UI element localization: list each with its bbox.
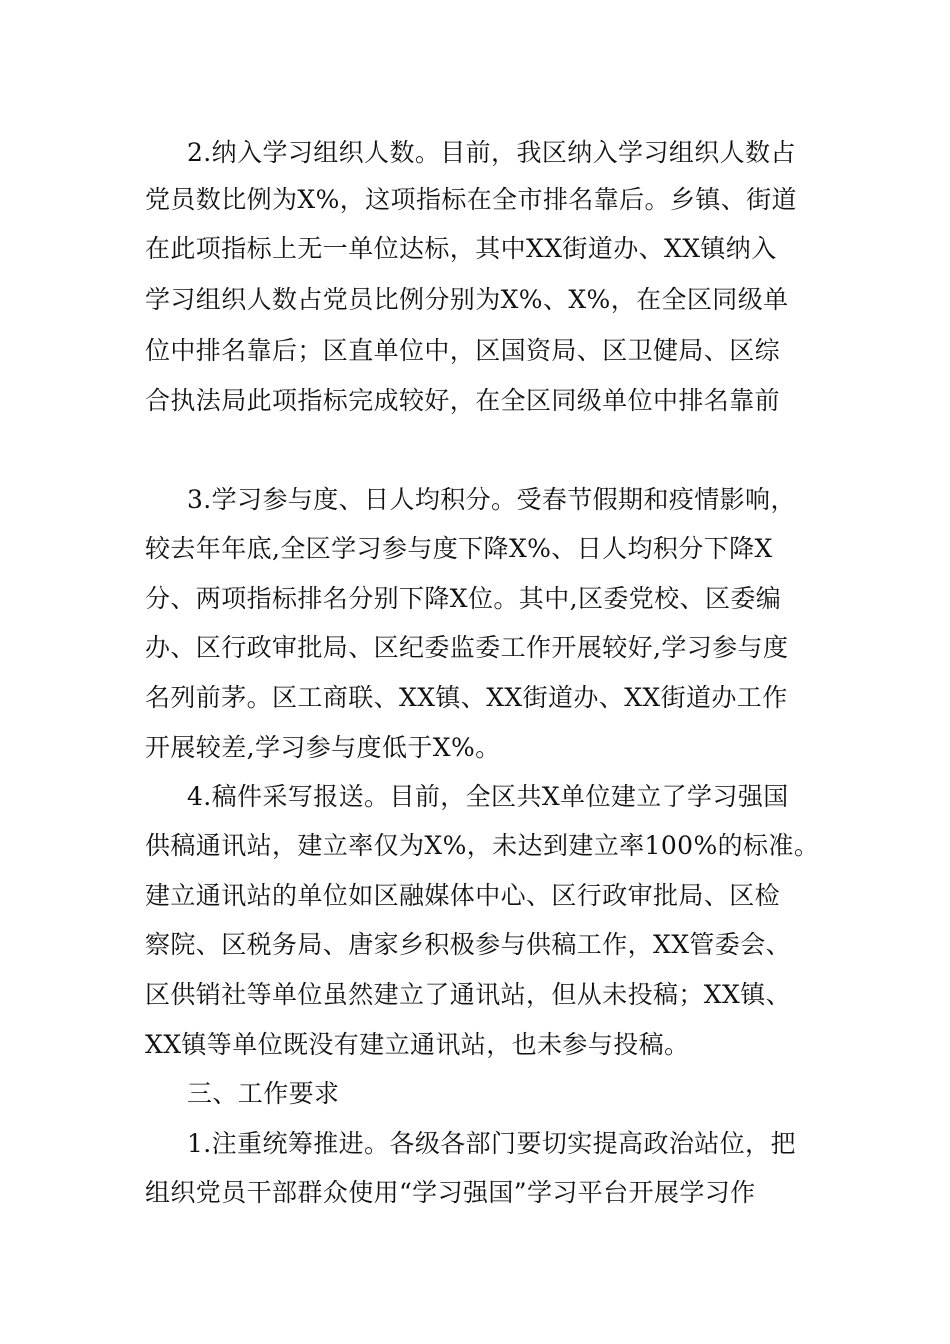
paragraph-line: 分、两项指标排名分别下降X位。其中,区委党校、区委编 (145, 584, 782, 613)
section-heading: 三、工作要求 (187, 1079, 340, 1108)
paragraph-line: 组织党员干部群众使用“学习强国”学习平台开展学习作 (145, 1178, 756, 1207)
paragraph-line: XX镇等单位既没有建立通讯站，也未参与投稿。 (145, 1030, 690, 1059)
paragraph-line: 1.注重统筹推进。各级各部门要切实提高政治站位，把 (187, 1129, 796, 1158)
paragraph-line: 3.学习参与度、日人均积分。受春节假期和疫情影响， (187, 485, 796, 514)
paragraph-line: 区供销社等单位虽然建立了通讯站，但从未投稿；XX镇、 (145, 980, 791, 1009)
paragraph-line: 党员数比例为X%，这项指标在全市排名靠后。乡镇、街道 (145, 185, 797, 214)
paragraph-line: 开展较差,学习参与度低于X%。 (145, 733, 501, 762)
paragraph-line: 在此项指标上无一单位达标，其中XX街道办、XX镇纳入 (145, 234, 777, 263)
paragraph-line: 供稿通讯站，建立率仅为X%，未达到建立率100%的标准。 (145, 831, 820, 860)
paragraph-line: 2.纳入学习组织人数。目前，我区纳入学习组织人数占 (187, 138, 796, 167)
paragraph-line: 建立通讯站的单位如区融媒体中心、区行政审批局、区检 (145, 881, 781, 910)
paragraph-line: 办、区行政审批局、区纪委监委工作开展较好,学习参与度 (145, 633, 789, 662)
paragraph-line: 名列前茅。区工商联、XX镇、XX街道办、XX街道办工作 (145, 683, 788, 712)
paragraph-line: 较去年年底,全区学习参与度下降X%、日人均积分下降X (145, 534, 773, 563)
paragraph-line: 合执法局此项指标完成较好，在全区同级单位中排名靠前 (145, 386, 781, 415)
paragraph-line: 4.稿件采写报送。目前，全区共X单位建立了学习强国 (187, 782, 789, 811)
paragraph-line: 察院、区税务局、唐家乡积极参与供稿工作，XX管委会、 (145, 930, 791, 959)
paragraph-line: 学习组织人数占党员比例分别为X%、X%，在全区同级单 (145, 285, 789, 314)
paragraph-line: 位中排名靠后；区直单位中，区国资局、区卫健局、区综 (145, 336, 781, 365)
